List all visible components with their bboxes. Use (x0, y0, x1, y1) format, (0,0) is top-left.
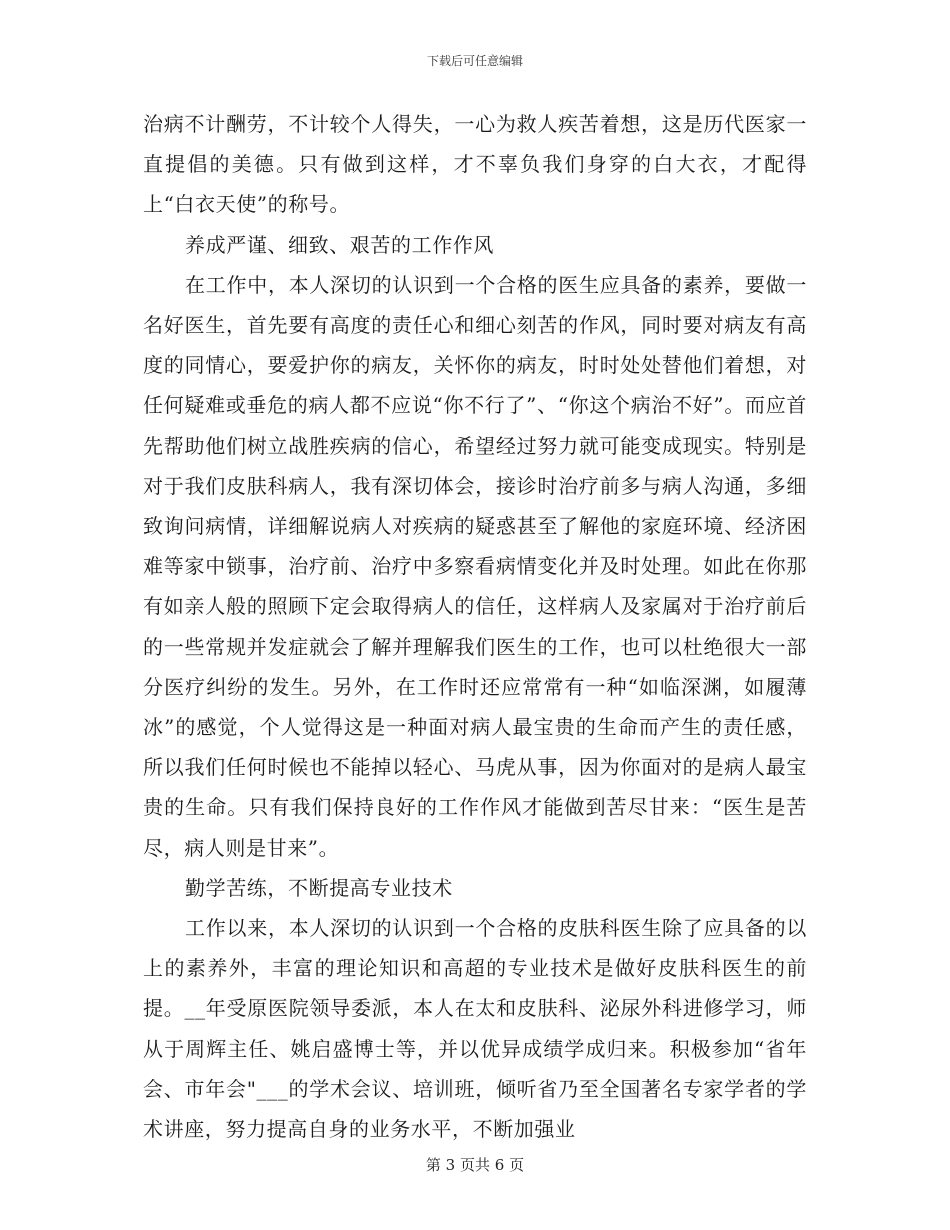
page-header: 下载后可任意编辑 (426, 54, 523, 68)
document-body (143, 104, 807, 1149)
paragraph-work-style: 在工作中，本人深切的认识到一个合格的医生应具备的素养，要做一名好医生，首先要有高度的责任心和细心刻苦的作风，同时要对病友有高度的同情心，要爱护你的病友，关怀你的病友，时时处处替他们着想，对任何疑难或垂危的病人都不应说“你不行了”、“你这个病治不好”。而应首先帮助他们树立战胜疾病的信心，希望经过努力就可能变成现实。特别是对于我们皮肤科病人，我有深切体会，接诊时治疗前多与病人沟通，多细致询问病情，详细解说病人对疾病的疑惑甚至了解他的家庭环境、经济困难等家中锁事，治疗前、治疗中多察看病情变化并及时处理。如此在你那有如亲人般的照顾下定会取得病人的信任，这样病人及家属对于治疗前后的一些常规并发症就会了解并理解我们医生的工作，也可以杜绝很大一部分医疗纠纷的发生。另外，在工作时还应常常有一种“如临深渊，如履薄冰”的感觉，个人觉得这是一种面对病人最宝贵的生命而产生的责任感，所以我们任何时候也不能掉以轻心、马虎从事，因为你面对的是病人最宝贵的生命。只有我们保持良好的工作作风才能做到苦尽甘来：“医生是苦尽，病人则是甘来”。 (143, 272, 807, 860)
section-heading-work-style: 养成严谨、细致、艰苦的工作作风 (185, 232, 494, 257)
page-number: 第 3 页共 6 页 (425, 1156, 525, 1174)
paragraph-study: 工作以来，本人深切的认识到一个合格的皮肤科医生除了应具备的以上的素养外，丰富的理论知识和高超的专业技术是做好皮肤科医生的前提。__年受原医院领导委派，本人在太和皮肤科、泌尿外科进修学习，师从于周辉主任、姚启盛博士等，并以优异成绩学成归来。积极参加“省年会、市年会"___的学术会议、培训班，倾听省乃至全国著名专家学者的学术讲座，努力提高自身的业务水平，不断加强业 (143, 916, 807, 1142)
paragraph-1: 治病不计酬劳，不计较个人得失，一心为救人疾苦着想，这是历代医家一直提倡的美德。只有做到这样，才不辜负我们身穿的白大衣，才配得上“白衣天使”的称号。 (143, 112, 807, 217)
section-heading-study: 勤学苦练，不断提高专业技术 (185, 875, 453, 900)
